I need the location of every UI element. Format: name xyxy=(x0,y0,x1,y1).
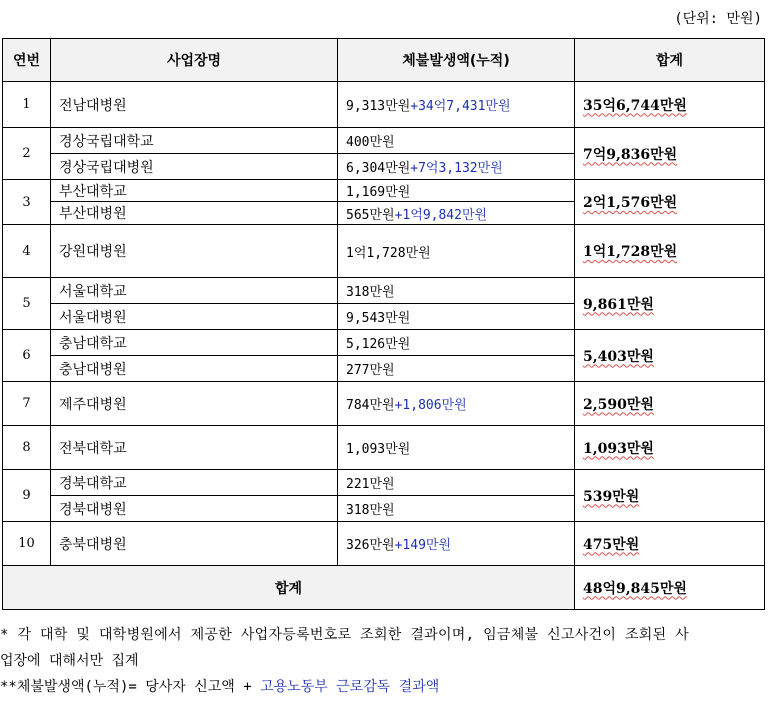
arrears-amount: 1억1,728만원 xyxy=(338,225,575,278)
arrears-amount: 5,126만원 xyxy=(338,330,575,356)
site-name: 서울대병원 xyxy=(51,304,338,330)
arrears-amount: 1,169만원 xyxy=(338,180,575,202)
site-name: 충남대학교 xyxy=(51,330,338,356)
row-no: 10 xyxy=(3,522,51,566)
unit-label: (단위: 만원) xyxy=(674,11,762,27)
table-row xyxy=(3,470,765,496)
table-row xyxy=(3,382,765,426)
site-name: 제주대병원 xyxy=(51,382,338,426)
summary-label: 합계 xyxy=(3,566,575,610)
site-name: 경상국립대학교 xyxy=(51,128,338,154)
site-name: 부산대학교 xyxy=(51,180,338,202)
header-no: 연번 xyxy=(3,39,51,82)
table-row xyxy=(3,82,765,128)
row-no: 9 xyxy=(3,470,51,522)
table-row xyxy=(3,180,765,202)
site-name: 전북대학교 xyxy=(51,426,338,470)
site-name: 강원대병원 xyxy=(51,225,338,278)
arrears-amount: 784만원+1,806만원 xyxy=(338,382,575,426)
site-name: 경북대학교 xyxy=(51,470,338,496)
row-no: 8 xyxy=(3,426,51,470)
arrears-amount: 326만원+149만원 xyxy=(338,522,575,566)
row-total: 539만원 xyxy=(575,470,765,522)
row-no: 3 xyxy=(3,180,51,225)
arrears-amount: 9,313만원+34억7,431만원 xyxy=(338,82,575,128)
row-total: 5,403만원 xyxy=(575,330,765,382)
arrears-amount: 9,543만원 xyxy=(338,304,575,330)
arrears-amount: 6,304만원+7억3,132만원 xyxy=(338,154,575,180)
summary-total: 48억9,845만원 xyxy=(575,566,765,610)
footnote-2-highlight: 고용노동부 근로감독 결과액 xyxy=(260,679,440,695)
arrears-amount: 318만원 xyxy=(338,278,575,304)
site-name: 충북대병원 xyxy=(51,522,338,566)
row-no: 7 xyxy=(3,382,51,426)
arrears-amount: 400만원 xyxy=(338,128,575,154)
row-no: 4 xyxy=(3,225,51,278)
row-total: 35억6,744만원 xyxy=(575,82,765,128)
site-name: 충남대병원 xyxy=(51,356,338,382)
row-no: 1 xyxy=(3,82,51,128)
header-amount: 체불발생액(누적) xyxy=(338,39,575,82)
footnote-2: **체불발생액(누적)= 당사자 신고액 + 고용노동부 근로감독 결과액 xyxy=(0,679,440,695)
table-row xyxy=(3,522,765,566)
arrears-amount: 318만원 xyxy=(338,496,575,522)
site-name: 부산대병원 xyxy=(51,202,338,225)
site-name: 서울대학교 xyxy=(51,278,338,304)
row-no: 5 xyxy=(3,278,51,330)
arrears-amount: 565만원+1억9,842만원 xyxy=(338,202,575,225)
row-total: 475만원 xyxy=(575,522,765,566)
arrears-amount: 221만원 xyxy=(338,470,575,496)
site-name: 전남대병원 xyxy=(51,82,338,128)
table-row xyxy=(3,128,765,154)
site-name: 경북대병원 xyxy=(51,496,338,522)
row-total: 1억1,728만원 xyxy=(575,225,765,278)
row-total: 1,093만원 xyxy=(575,426,765,470)
arrears-amount: 1,093만원 xyxy=(338,426,575,470)
wage-arrears-table xyxy=(2,38,765,610)
row-no: 2 xyxy=(3,128,51,180)
table-row xyxy=(3,426,765,470)
row-total: 7억9,836만원 xyxy=(575,128,765,180)
site-name: 경상국립대병원 xyxy=(51,154,338,180)
table-body xyxy=(3,82,765,610)
arrears-amount: 277만원 xyxy=(338,356,575,382)
row-total: 9,861만원 xyxy=(575,278,765,330)
table-row xyxy=(3,225,765,278)
header-total: 합계 xyxy=(575,39,765,82)
header-site: 사업장명 xyxy=(51,39,338,82)
footnote-1-line-2: 업장에 대해서만 집계 xyxy=(0,653,139,669)
table-row xyxy=(3,278,765,304)
summary-row xyxy=(3,566,765,610)
row-total: 2,590만원 xyxy=(575,382,765,426)
row-no: 6 xyxy=(3,330,51,382)
row-total: 2억1,576만원 xyxy=(575,180,765,225)
table-header-row xyxy=(3,39,765,82)
footnote-1-line-1: * 각 대학 및 대학병원에서 제공한 사업자등록번호로 조회한 결과이며, 임금체불 신고사건이 조회된 사 xyxy=(0,627,689,643)
table-row xyxy=(3,330,765,356)
footnotes xyxy=(0,622,770,700)
